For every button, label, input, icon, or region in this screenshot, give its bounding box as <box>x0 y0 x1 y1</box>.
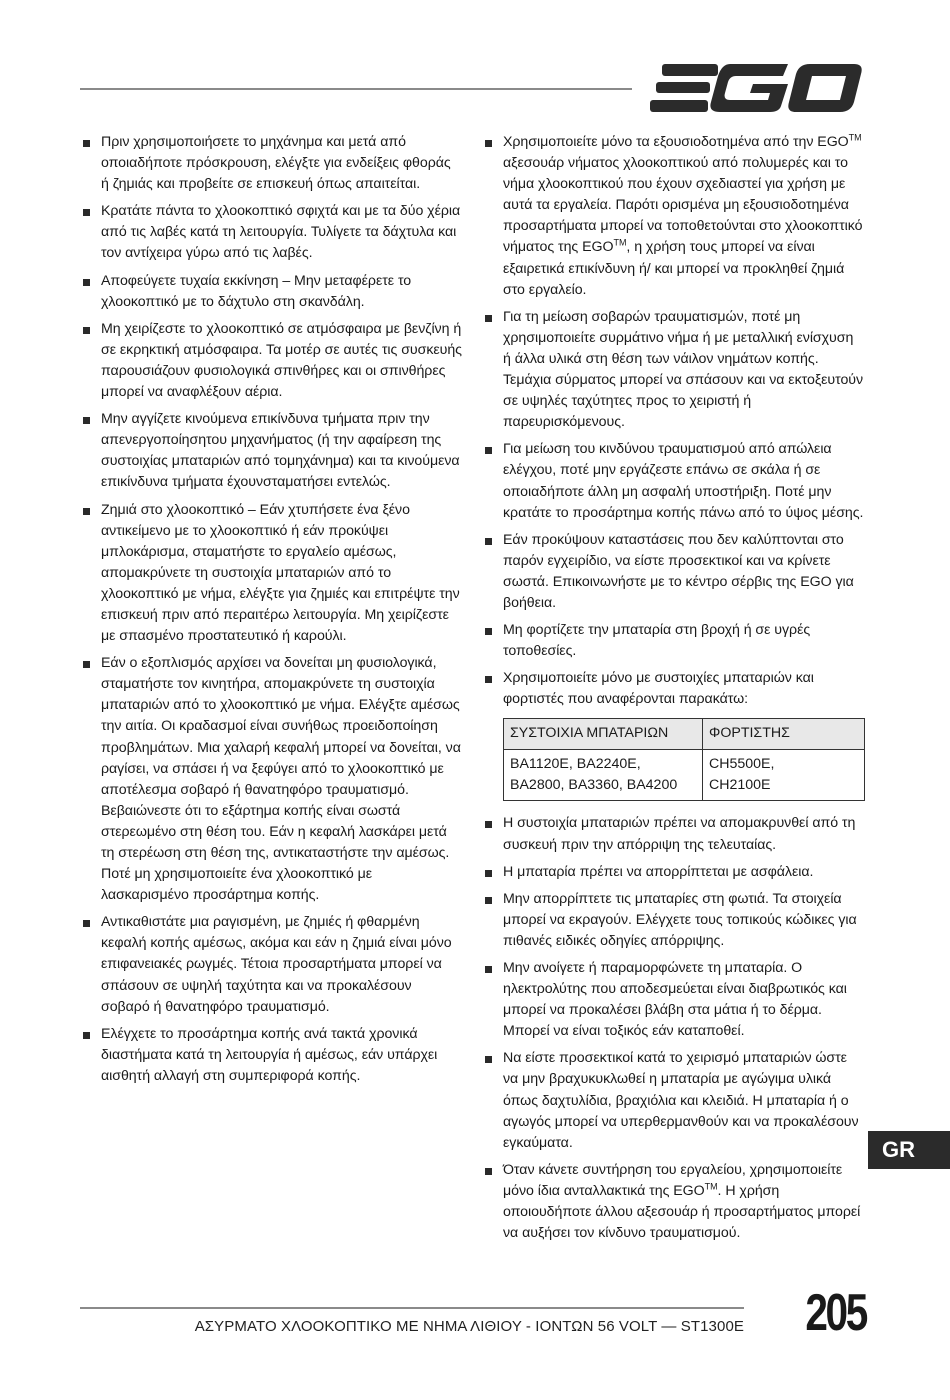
bullet-square-icon <box>485 897 492 904</box>
compatibility-table <box>503 718 865 801</box>
list-item: Πριν χρησιμοποιήσετε το μηχάνημα και μετά από οποιαδήποτε πρόσκρουση, ελέγξτε για ενδείξεις φθοράς ή ζημιάς και προβείτε σε επισκευή όπως απαιτείται. <box>80 132 462 195</box>
bullet-square-icon <box>83 140 90 147</box>
bullet-square-icon <box>83 920 90 927</box>
bullet-square-icon <box>485 676 492 683</box>
list-item: Εάν ο εξοπλισμός αρχίσει να δονείται μη φυσιολογικά, σταματήστε τον κινητήρα, απομακρύνετε τη συστοιχία μπαταριών από το χλοοκοπτικό με νήμα. Ελέγξτε αμέσως την αιτία. Οι κραδασμοί είναι συνήθως προειδοποίηση προβλημάτων. Μια χαλαρή κεφαλή μπορεί να δονείται, να ραγίσει, να σπάσει ή να ξεφύγει από το χλοοκοπτικό με αποτέλεσμα σοβαρό ή θανατηφόρο τραυματισμό. Βεβαιώνεστε ότι το εξάρτημα κοπής είναι σωστά στερεωμένο στη θέση του. Εάν η κεφαλή λασκάρει μετά τη στερέωση στη θέση της, αντικαταστήστε την αμέσως. Ποτέ μη χρησιμοποιείτε ένα χλοοκοπτικό με λασκαρισμένο προσάρτημα κοπής. <box>80 653 462 906</box>
ego-logo <box>650 62 862 114</box>
bullet-square-icon <box>485 315 492 322</box>
bullet-square-icon <box>485 966 492 973</box>
bullet-square-icon <box>83 508 90 515</box>
table-row <box>504 750 865 801</box>
list-item: Χρησιμοποιείτε μόνο με συστοιχίες μπαταριών και φορτιστές που αναφέρονται παρακάτω: <box>482 668 864 710</box>
bullet-square-icon <box>83 661 90 668</box>
table-header-battery: ΣΥΣΤΟΙΧΙΑ ΜΠΑΤΑΡΙΩΝ <box>504 719 703 750</box>
table-header-charger: ΦΟΡΤΙΣΤΗΣ <box>703 719 865 750</box>
header-rule <box>80 88 632 90</box>
list-item: Αντικαθιστάτε μια ραγισμένη, με ζημιές ή φθαρμένη κεφαλή κοπής αμέσως, ακόμα και εάν η ζημιά είναι μόνο επιφανειακές ρωγμές. Τέτοια προσαρτήματα μπορεί να σπάσουν σε υψηλή ταχύτητα και να προκαλέσουν σοβαρό ή θανατηφόρο τραυματισμό. <box>80 912 462 1017</box>
battery-models-line: BA1120E, BA2240E, <box>510 756 641 773</box>
list-item: Μη χειρίζεστε το χλοοκοπτικό σε ατμόσφαιρα με βενζίνη ή σε εκρηκτική ατμόσφαιρα. Τα μοτέρ σε αυτές τις συσκευής παρουσιάζουν φυσιολογικά σπινθήρες και οι σπινθήρες μπορεί να αναφλέξουν αέρια. <box>80 319 462 403</box>
list-item: Μην αγγίζετε κινούμενα επικίνδυνα τμήματα πριν την απενεργοποίησητου μηχανήματος (ή την αφαίρεση της συστοιχίας μπαταριών από τομηχάνημα) και τα κινούμενα επικίνδυνα τμήματα έχουνσταματήσει εντελώς. <box>80 409 462 493</box>
list-item: Μην ανοίγετε ή παραμορφώνετε τη μπαταρία. Ο ηλεκτρολύτης που αποδεσμεύεται είναι διαβρωτικός και μπορεί να προκαλέσει βλάβη στα μάτια ή το δέρμα. Μπορεί να είναι τοξικός εάν καταποθεί. <box>482 958 864 1042</box>
list-item: Για μείωση του κινδύνου τραυματισμού από απώλεια ελέγχου, ποτέ μην εργάζεστε επάνω σε σκάλα ή σε οποιαδήποτε άλλη μη ασφαλή υποστήριξη. Ποτέ μην κρατάτε το προσάρτημα κοπής πάνω από το ύψος μέσης. <box>482 439 864 523</box>
list-item: Να είστε προσεκτικοί κατά το χειρισμό μπαταριών ώστε να μην βραχυκυκλωθεί η μπαταρία με αγώγιμα υλικά όπως δαχτυλίδια, βραχιόλια και κλειδιά. Η μπαταρία ή ο αγωγός μπορεί να υπερθερμανθούν και να προκαλέσουν εγκαύματα. <box>482 1048 864 1153</box>
table-header-row <box>504 719 865 750</box>
bullet-square-icon <box>485 870 492 877</box>
charger-models-cell <box>703 750 865 801</box>
footer-rule <box>80 1307 744 1309</box>
list-item: Η συστοιχία μπαταριών πρέπει να απομακρυνθεί από τη συσκευή πριν την απόρριψη της τελευταίας. <box>482 813 864 855</box>
bullet-square-icon <box>485 140 492 147</box>
bullet-square-icon <box>485 821 492 828</box>
list-item: Ζημιά στο χλοοκοπτικό – Εάν χτυπήσετε ένα ξένο αντικείμενο με το χλοοκοπτικό ή εάν προκύψει μπλοκάρισμα, σταματήστε το εργαλείο αμέσως, απομακρύνετε τη συστοιχία μπαταριών από το χλοοκοπτικό με νήμα, ελέγξτε για ζημιές και επιτρέψτε την επισκευή πριν από περαιτέρω λειτουργία. Μη χειρίζεστε με σπασμένο προστατευτικό ή καρούλι. <box>80 500 462 648</box>
bullet-square-icon <box>83 417 90 424</box>
list-item: Η μπαταρία πρέπει να απορρίπτεται με ασφάλεια. <box>482 862 864 883</box>
language-tab-gr: GR <box>868 1131 950 1169</box>
battery-models-cell <box>504 750 703 801</box>
left-column <box>80 132 462 1093</box>
footer-title: ΑΣΥΡΜΑΤΟ ΧΛΟΟΚΟΠΤΙΚΟ ΜΕ ΝΗΜΑ ΛΙΘΙΟΥ - ΙΟΝΤΩΝ 56 VOLT — ST1300E <box>194 1318 744 1335</box>
list-item: Για τη μείωση σοβαρών τραυματισμών, ποτέ μη χρησιμοποιείτε συρμάτινο νήμα ή με μεταλλική ενίσχυση ή άλλα υλικά στη θέση των νάιλον νημάτων κοπής. Τεμάχια σύρματος μπορεί να σπάσουν και να εκτοξευτούν σε υψηλές ταχύτητες προς το χειριστή ή παρευρισκόμενους. <box>482 307 864 434</box>
list-item: Μην απορρίπτετε τις μπαταρίες στη φωτιά. Τα στοιχεία μπορεί να εκραγούν. Ελέγχετε τους τοπικούς κώδικες για πιθανές ειδικές οδηγίες απόρριψης. <box>482 889 864 952</box>
list-item: Μη φορτίζετε την μπαταρία στη βροχή ή σε υγρές τοποθεσίες. <box>482 620 864 662</box>
bullet-square-icon <box>485 1168 492 1175</box>
list-item: Εάν προκύψουν καταστάσεις που δεν καλύπτονται στο παρόν εγχειρίδιο, να είστε προσεκτικοί και να κρίνετε σωστά. Επικοινωνήστε με το κέντρο σέρβις της EGO για βοήθεια. <box>482 530 864 614</box>
bullet-square-icon <box>83 327 90 334</box>
page-number: 205 <box>805 1284 866 1342</box>
list-item: Κρατάτε πάντα το χλοοκοπτικό σφιχτά και με τα δύο χέρια από τις λαβές κατά τη λειτουργία. Τυλίγετε τα δάχτυλα και τον αντίχειρα γύρω από τις λαβές. <box>80 201 462 264</box>
charger-models-line: CH2100E <box>709 777 771 794</box>
battery-models-line: BA2800, BA3360, BA4200 <box>510 777 678 794</box>
bullet-square-icon <box>83 1032 90 1039</box>
bullet-square-icon <box>485 1056 492 1063</box>
charger-models-line: CH5500E, <box>709 756 775 773</box>
list-item: Χρησιμοποιείτε μόνο τα εξουσιοδοτημένα από την EGO™ αξεσουάρ νήματος χλοοκοπτικού από πολυμερές και το νήμα χλοοκοπτικού που έχουν σχεδιαστεί για χρήση με αυτά τα εργαλεία. Παρότι ορισμένα μη εξουσιοδοτημένα προσαρτήματα μπορεί να τοποθετούνται στο χλοοκοπτικό νήματος της EGO™, η χρήση τους μπορεί να είναι εξαιρετικά επικίνδυνη ή/ και μπορεί να προκληθεί ζημιά στο εργαλείο. <box>482 132 864 301</box>
bullet-square-icon <box>485 628 492 635</box>
list-item: Αποφεύγετε τυχαία εκκίνηση – Μην μεταφέρετε το χλοοκοπτικό με το δάχτυλο στη σκανδάλη. <box>80 271 462 313</box>
bullet-square-icon <box>83 279 90 286</box>
right-column <box>482 132 864 1250</box>
bullet-square-icon <box>485 538 492 545</box>
bullet-square-icon <box>485 447 492 454</box>
list-item: Όταν κάνετε συντήρηση του εργαλείου, χρησιμοποιείτε μόνο ίδια ανταλλακτικά της EGO™. Η χρήση οποιουδήποτε άλλου αξεσουάρ ή προσαρτήματος μπορεί να αυξήσει τον κίνδυνο τραυματισμού. <box>482 1160 864 1244</box>
bullet-square-icon <box>83 209 90 216</box>
list-item: Ελέγχετε το προσάρτημα κοπής ανά τακτά χρονικά διαστήματα κατά τη λειτουργία ή αμέσως, εάν υπάρχει αισθητή αλλαγή στη συμπεριφορά κοπής. <box>80 1024 462 1087</box>
